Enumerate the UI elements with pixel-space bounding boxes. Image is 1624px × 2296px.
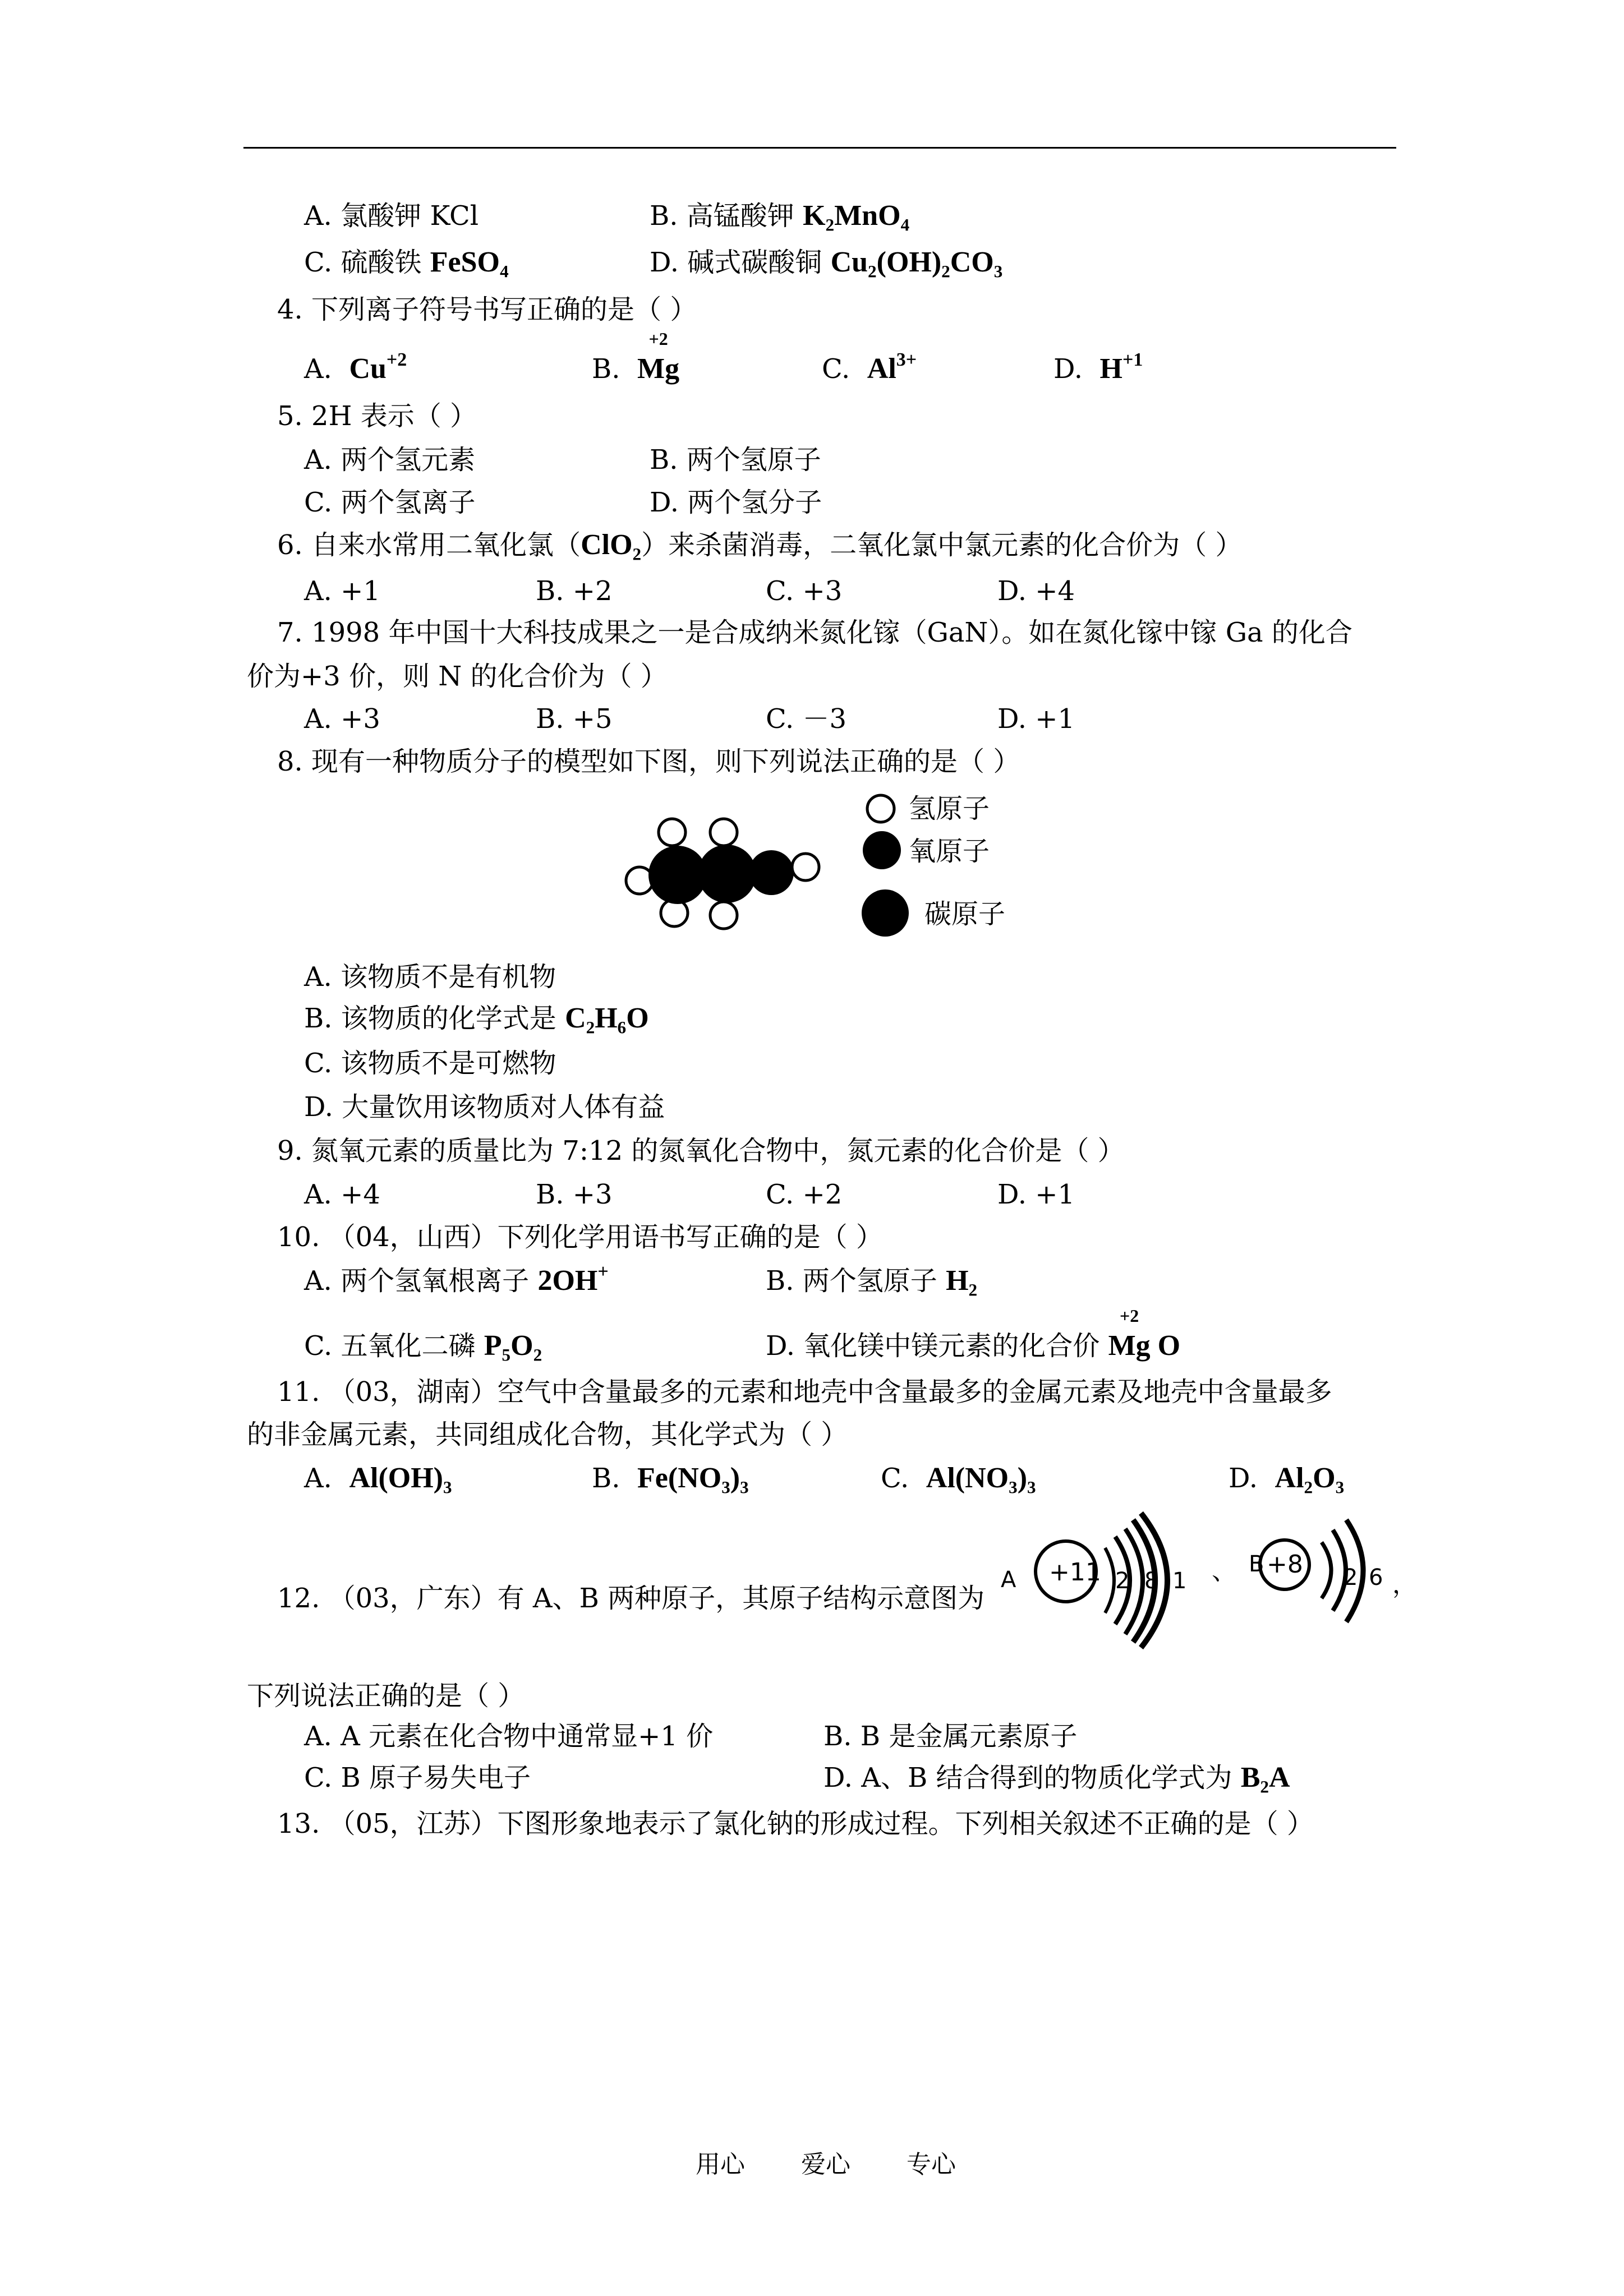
q8-option-d: D. 大量饮用该物质对人体有益: [304, 1091, 665, 1123]
q11-line1: 11. （03，湖南）空气中含量最多的元素和地壳中含量最多的金属元素及地壳中含量最多: [277, 1376, 1332, 1408]
header-rule: [243, 147, 1396, 149]
q5-option-d: D. 两个氢分子: [650, 487, 822, 518]
q4-option-a: A. $Cu^{+2}$: [304, 349, 407, 385]
q9-option-a: A. +4: [304, 1179, 380, 1210]
q5-option-c: C. 两个氢离子: [304, 487, 476, 518]
q7-option-a: A. +3: [304, 703, 380, 735]
q11-option-d: D. Al₂O₃: [1229, 1462, 1345, 1494]
q6-formula: ClO₂: [581, 529, 642, 561]
q7-option-b: B. +5: [536, 703, 613, 735]
q8-option-a: A. 该物质不是有机物: [304, 961, 556, 993]
q8-option-c: C. 该物质不是可燃物: [304, 1048, 556, 1079]
svg-text:，: ，: [1392, 1570, 1417, 1599]
q8-stem: 8. 现有一种物质分子的模型如下图，则下列说法正确的是（ ）: [277, 746, 1020, 777]
q12-stem: 12. （03，广东）有 A、B 两种原子，其原子结构示意图为: [277, 1583, 985, 1614]
q8-option-b-formula: C₂H₆O: [565, 1002, 649, 1034]
q6-option-c: C. +3: [766, 575, 843, 607]
svg-text:B: B: [1249, 1551, 1264, 1577]
q7-option-d: D. +1: [997, 703, 1075, 735]
q3-option-b: B. 高锰酸钾 K₂MnO₄: [650, 200, 910, 232]
q10-stem: 10. （04，山西）下列化学用语书写正确的是（ ）: [277, 1221, 883, 1253]
page-footer: [696, 2149, 1012, 2180]
svg-text:8: 8: [1144, 1568, 1159, 1594]
svg-text:1: 1: [1172, 1568, 1187, 1594]
q4-option-c: C. $Al^{3+}$: [822, 349, 917, 385]
q11-option-b: B. Fe(NO₃)₃: [592, 1462, 749, 1494]
svg-text:+8: +8: [1267, 1550, 1303, 1579]
q4-stem: 4. 下列离子符号书写正确的是（ ）: [277, 294, 697, 325]
atom-structure-diagram: [993, 1497, 1419, 1649]
q11-line2: 的非金属元素，共同组成化合物，其化学式为（ ）: [247, 1419, 848, 1450]
q3-option-c-formula: FeSO₄: [430, 246, 509, 278]
q9-option-c: C. +2: [766, 1179, 843, 1210]
q6-option-d: D. +4: [997, 575, 1075, 607]
q8-option-b: B. 该物质的化学式是 C₂H₆O: [304, 1002, 649, 1034]
footer-word-1: 用心: [696, 2150, 745, 2179]
svg-text:6: 6: [1369, 1565, 1383, 1590]
q3-option-a: A. 氯酸钾 KCl: [304, 200, 479, 232]
footer-word-3: 专心: [907, 2150, 956, 2179]
q3-option-c: C. 硫酸铁 FeSO₄: [304, 246, 509, 278]
footer-word-2: 爱心: [801, 2150, 850, 2179]
q12-line2: 下列说法正确的是（ ）: [247, 1680, 525, 1712]
svg-text:、: 、: [1212, 1557, 1236, 1585]
q6-stem: 6. 自来水常用二氧化氯（ClO₂）来杀菌消毒，二氧化氯中氯元素的化合价为（ ）: [277, 529, 1243, 561]
q6-option-b: B. +2: [536, 575, 613, 607]
q12-option-d: D. A、B 结合得到的物质化学式为 B₂A: [823, 1762, 1290, 1794]
q9-stem: 9. 氮氧元素的质量比为 7:12 的氮氧化合物中，氮元素的化合价是（ ）: [277, 1135, 1125, 1167]
q10-option-d: D. 氧化镁中镁元素的化合价 +2 Mg O: [766, 1306, 1181, 1362]
q10-option-a: A. 两个氢氧根离子 2OH+: [304, 1261, 609, 1297]
q5-option-b: B. 两个氢原子: [650, 444, 821, 476]
q13-stem: 13. （05，江苏）下图形象地表示了氯化钠的形成过程。下列相关叙述不正确的是（ ）: [277, 1808, 1314, 1839]
q11-option-c: C. Al(NO₃)₃: [881, 1462, 1036, 1494]
q7-line2: 价为+3 价，则 N 的化合价为（ ）: [247, 661, 668, 692]
q7-option-c: C. －3: [766, 703, 847, 735]
svg-text:2: 2: [1344, 1565, 1358, 1590]
legend-oxygen: 氧原子: [909, 836, 990, 867]
q12-option-c: C. B 原子易失电子: [304, 1762, 531, 1794]
molecule-model-diagram: [617, 791, 1032, 942]
q10-option-b: B. 两个氢原子 H₂: [766, 1265, 978, 1297]
q3-option-b-formula: K₂MnO₄: [803, 200, 910, 232]
q3-option-d: D. 碱式碳酸铜 Cu₂(OH)₂CO₃: [650, 246, 1003, 278]
legend-carbon: 碳原子: [924, 898, 1006, 930]
q9-option-b: B. +3: [536, 1179, 613, 1210]
q7-line1: 7. 1998 年中国十大科技成果之一是合成纳米氮化镓（GaN）。如在氮化镓中镓 Ga 的化合: [277, 617, 1352, 648]
svg-text:2: 2: [1115, 1568, 1130, 1594]
q5-stem: 5. 2H 表示（ ）: [277, 400, 477, 432]
q4-b-valence-mark: +2: [648, 329, 668, 349]
q12-option-a: A. A 元素在化合物中通常显+1 价: [304, 1721, 714, 1752]
q10-option-c: C. 五氧化二磷 P₅O₂: [304, 1330, 542, 1362]
svg-text:A: A: [1001, 1567, 1016, 1593]
q5-option-a: A. 两个氢元素: [304, 444, 476, 476]
q4-option-b: B. +2 Mg: [592, 329, 680, 385]
svg-text:+11: +11: [1049, 1558, 1101, 1587]
q11-option-a: A. Al(OH)₃: [304, 1462, 452, 1494]
q10-d-valence-mark: +2: [1119, 1306, 1139, 1326]
legend-hydrogen: 氢原子: [909, 793, 990, 824]
q9-option-d: D. +1: [997, 1179, 1075, 1210]
q6-option-a: A. +1: [304, 575, 380, 607]
q12-option-b: B. B 是金属元素原子: [823, 1721, 1078, 1752]
q3-option-d-formula: Cu₂(OH)₂CO₃: [830, 246, 1003, 278]
q4-option-d: D. $H^{+1}$: [1053, 349, 1143, 385]
